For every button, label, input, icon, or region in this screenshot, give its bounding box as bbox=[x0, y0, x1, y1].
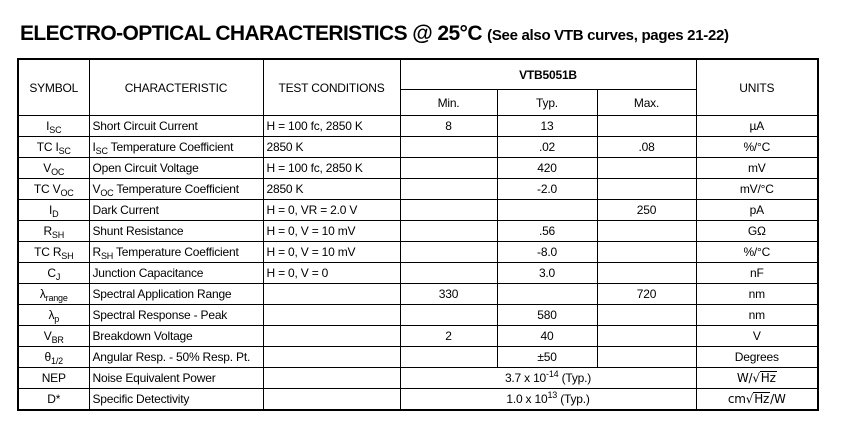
units-radicand: Hz bbox=[754, 392, 770, 406]
max-cell bbox=[597, 263, 696, 284]
typ-cell: 580 bbox=[497, 305, 597, 326]
symbol-cell bbox=[18, 116, 89, 137]
typ-cell: -2.0 bbox=[497, 179, 597, 200]
units-cell: %/°C bbox=[696, 137, 818, 158]
symbol-subscript: OC bbox=[60, 188, 74, 198]
table-row bbox=[18, 305, 818, 326]
symbol-cell bbox=[18, 179, 89, 200]
symbol-cell bbox=[18, 263, 89, 284]
test-conditions-cell: H = 100 fc, 2850 K bbox=[263, 116, 400, 137]
symbol-subscript: SC bbox=[58, 146, 71, 156]
typ-cell bbox=[497, 200, 597, 221]
max-cell: 720 bbox=[597, 284, 696, 305]
symbol-base: V bbox=[43, 329, 52, 343]
units-cell: %/°C bbox=[696, 242, 818, 263]
table-row-dstar bbox=[18, 389, 818, 411]
max-cell: 250 bbox=[597, 200, 696, 221]
symbol-base: V bbox=[43, 161, 52, 175]
characteristics-table bbox=[17, 58, 819, 411]
value-note: (Typ.) bbox=[557, 392, 590, 406]
symbol-cell bbox=[18, 326, 89, 347]
symbol-cell bbox=[18, 284, 89, 305]
characteristic-cell bbox=[89, 347, 263, 368]
min-cell bbox=[400, 305, 497, 326]
units-cell: nm bbox=[696, 284, 818, 305]
test-conditions-cell bbox=[263, 368, 400, 389]
table-row bbox=[18, 263, 818, 284]
value-note: (Typ.) bbox=[558, 371, 592, 385]
min-cell: 2 bbox=[400, 326, 497, 347]
max-cell bbox=[597, 116, 696, 137]
symbol-base: C bbox=[47, 266, 56, 280]
col-header-test-conditions: TEST CONDITIONS bbox=[263, 59, 400, 116]
col-header-part-number: VTB5051B bbox=[400, 59, 696, 90]
table-row bbox=[18, 179, 818, 200]
min-cell: 330 bbox=[400, 284, 497, 305]
min-cell bbox=[400, 137, 497, 158]
test-conditions-cell bbox=[263, 347, 400, 368]
units-cell: GΩ bbox=[696, 221, 818, 242]
min-cell bbox=[400, 221, 497, 242]
test-conditions-cell: 2850 K bbox=[263, 137, 400, 158]
symbol-base: θ bbox=[44, 350, 52, 364]
symbol-subscript: SC bbox=[49, 125, 62, 135]
symbol-prefix: TC bbox=[33, 182, 53, 196]
characteristic-cell bbox=[89, 326, 263, 347]
test-conditions-cell bbox=[263, 389, 400, 411]
min-cell bbox=[400, 263, 497, 284]
symbol-subscript: D bbox=[52, 209, 59, 219]
test-conditions-cell: H = 0, V = 10 mV bbox=[263, 242, 400, 263]
min-cell bbox=[400, 179, 497, 200]
test-conditions-cell bbox=[263, 326, 400, 347]
max-cell bbox=[597, 158, 696, 179]
test-conditions-cell bbox=[263, 284, 400, 305]
value-exponent: 13 bbox=[547, 390, 558, 400]
units-radicand: Hz bbox=[760, 371, 776, 385]
symbol-cell bbox=[18, 200, 89, 221]
symbol-cell bbox=[18, 221, 89, 242]
characteristic-subscript: SH bbox=[100, 251, 114, 261]
characteristic-cell bbox=[89, 116, 263, 137]
value-cell bbox=[400, 368, 696, 389]
col-header-min: Min. bbox=[400, 90, 497, 116]
min-cell bbox=[400, 347, 497, 368]
symbol-cell bbox=[18, 158, 89, 179]
units-cell: pA bbox=[696, 200, 818, 221]
max-cell bbox=[597, 221, 696, 242]
test-conditions-cell: H = 100 fc, 2850 K bbox=[263, 158, 400, 179]
table-row bbox=[18, 158, 818, 179]
symbol-prefix: TC bbox=[34, 245, 53, 259]
table-row bbox=[18, 221, 818, 242]
symbol-base: I bbox=[55, 140, 59, 154]
units-prefix: cm bbox=[727, 392, 746, 406]
typ-cell bbox=[497, 284, 597, 305]
symbol-base: R bbox=[43, 224, 52, 238]
characteristic-base: I bbox=[92, 140, 96, 154]
table-body bbox=[18, 116, 818, 411]
test-conditions-cell: H = 0, V = 10 mV bbox=[263, 221, 400, 242]
units-cell: µA bbox=[696, 116, 818, 137]
symbol-subscript: J bbox=[55, 272, 61, 282]
max-cell bbox=[597, 305, 696, 326]
characteristic-cell bbox=[89, 137, 263, 158]
units-cell bbox=[696, 389, 818, 411]
symbol-subscript: OC bbox=[51, 167, 65, 177]
characteristic-text: Temperature Coefficient bbox=[113, 245, 239, 259]
symbol-subscript: SH bbox=[51, 230, 65, 240]
typ-cell: .02 bbox=[497, 137, 597, 158]
units-cell: nF bbox=[696, 263, 818, 284]
typ-cell: 420 bbox=[497, 158, 597, 179]
symbol-cell bbox=[18, 137, 89, 158]
units-cell: Degrees bbox=[696, 347, 818, 368]
symbol-subscript: BR bbox=[51, 335, 64, 345]
symbol-base: I bbox=[49, 203, 53, 217]
symbol-subscript: range bbox=[45, 293, 68, 303]
section-title-sub: (See also VTB curves, pages 21-22) bbox=[487, 27, 729, 44]
table-row bbox=[18, 326, 818, 347]
characteristic-subscript: SC bbox=[95, 146, 108, 156]
header-row-1 bbox=[18, 59, 818, 90]
characteristic-text: Angular Resp. - 50% Resp. Pt. bbox=[92, 350, 251, 364]
test-conditions-cell: 2850 K bbox=[263, 179, 400, 200]
typ-cell: 40 bbox=[497, 326, 597, 347]
value-cell bbox=[400, 389, 696, 411]
symbol-subscript: p bbox=[54, 314, 60, 324]
symbol-base: R bbox=[52, 245, 62, 259]
typ-cell: ±50 bbox=[497, 347, 597, 368]
units-prefix: W/ bbox=[736, 371, 753, 385]
characteristic-cell bbox=[89, 242, 263, 263]
table-row bbox=[18, 116, 818, 137]
typ-cell: 13 bbox=[497, 116, 597, 137]
max-cell bbox=[597, 326, 696, 347]
value-base: 1.0 x 10 bbox=[506, 392, 548, 406]
col-header-units: UNITS bbox=[696, 59, 818, 116]
characteristic-text: Junction Capacitance bbox=[92, 266, 204, 280]
sqrt-icon: √ bbox=[745, 392, 754, 406]
typ-cell: 3.0 bbox=[497, 263, 597, 284]
value-exponent: -14 bbox=[546, 369, 559, 379]
characteristic-text: Spectral Response - Peak bbox=[92, 308, 228, 322]
symbol-cell bbox=[18, 305, 89, 326]
characteristic-text: Breakdown Voltage bbox=[92, 329, 193, 343]
characteristic-cell: Specific Detectivity bbox=[89, 389, 263, 411]
test-conditions-cell: H = 0, V = 0 bbox=[263, 263, 400, 284]
characteristic-base: R bbox=[92, 245, 101, 259]
symbol-base: λ bbox=[48, 308, 55, 322]
symbol-cell: D* bbox=[18, 389, 89, 411]
test-conditions-cell: H = 0, VR = 2.0 V bbox=[263, 200, 400, 221]
symbol-base: λ bbox=[39, 287, 46, 301]
col-header-symbol: SYMBOL bbox=[18, 59, 89, 116]
test-conditions-cell bbox=[263, 305, 400, 326]
characteristic-text: Temperature Coefficient bbox=[107, 140, 234, 154]
symbol-subscript: SH bbox=[61, 251, 74, 261]
symbol-base: I bbox=[46, 119, 50, 133]
characteristic-base: V bbox=[92, 182, 101, 196]
characteristic-subscript: OC bbox=[100, 188, 114, 198]
table-row bbox=[18, 200, 818, 221]
typ-cell: .56 bbox=[497, 221, 597, 242]
symbol-cell bbox=[18, 242, 89, 263]
table-row bbox=[18, 137, 818, 158]
value-base: 3.7 x 10 bbox=[504, 371, 547, 385]
characteristic-text: Dark Current bbox=[92, 203, 159, 217]
symbol-cell: NEP bbox=[18, 368, 89, 389]
max-cell bbox=[597, 179, 696, 200]
min-cell bbox=[400, 158, 497, 179]
min-cell: 8 bbox=[400, 116, 497, 137]
table-row-nep bbox=[18, 368, 818, 389]
units-cell: nm bbox=[696, 305, 818, 326]
characteristic-text: Short Circuit Current bbox=[92, 119, 198, 133]
characteristic-cell bbox=[89, 221, 263, 242]
sqrt-icon: √ bbox=[752, 371, 760, 385]
table-row bbox=[18, 347, 818, 368]
col-header-typ: Typ. bbox=[497, 90, 597, 116]
max-cell: .08 bbox=[597, 137, 696, 158]
section-title bbox=[20, 22, 729, 46]
table-row bbox=[18, 284, 818, 305]
symbol-cell bbox=[18, 347, 89, 368]
min-cell bbox=[400, 242, 497, 263]
symbol-base: V bbox=[52, 182, 61, 196]
max-cell bbox=[597, 242, 696, 263]
symbol-subscript: 1/2 bbox=[51, 356, 63, 366]
characteristic-cell bbox=[89, 200, 263, 221]
characteristic-text: Temperature Coefficient bbox=[113, 182, 239, 196]
characteristic-text: Shunt Resistance bbox=[92, 224, 184, 238]
units-cell: mV/°C bbox=[696, 179, 818, 200]
characteristic-cell bbox=[89, 263, 263, 284]
characteristic-text: Spectral Application Range bbox=[92, 287, 232, 301]
units-cell: V bbox=[696, 326, 818, 347]
min-cell bbox=[400, 200, 497, 221]
col-header-max: Max. bbox=[597, 90, 696, 116]
symbol-prefix: TC bbox=[36, 140, 56, 154]
units-cell: mV bbox=[696, 158, 818, 179]
characteristic-cell bbox=[89, 158, 263, 179]
characteristic-cell: Noise Equivalent Power bbox=[89, 368, 263, 389]
units-suffix: /W bbox=[770, 392, 786, 406]
characteristic-cell bbox=[89, 179, 263, 200]
characteristic-text: Open Circuit Voltage bbox=[92, 161, 199, 175]
col-header-characteristic: CHARACTERISTIC bbox=[89, 59, 263, 116]
characteristic-cell bbox=[89, 284, 263, 305]
max-cell bbox=[597, 347, 696, 368]
units-cell bbox=[696, 368, 818, 389]
typ-cell: -8.0 bbox=[497, 242, 597, 263]
table-row bbox=[18, 242, 818, 263]
characteristic-cell bbox=[89, 305, 263, 326]
section-title-main: ELECTRO-OPTICAL CHARACTERISTICS @ 25°C bbox=[20, 22, 482, 45]
